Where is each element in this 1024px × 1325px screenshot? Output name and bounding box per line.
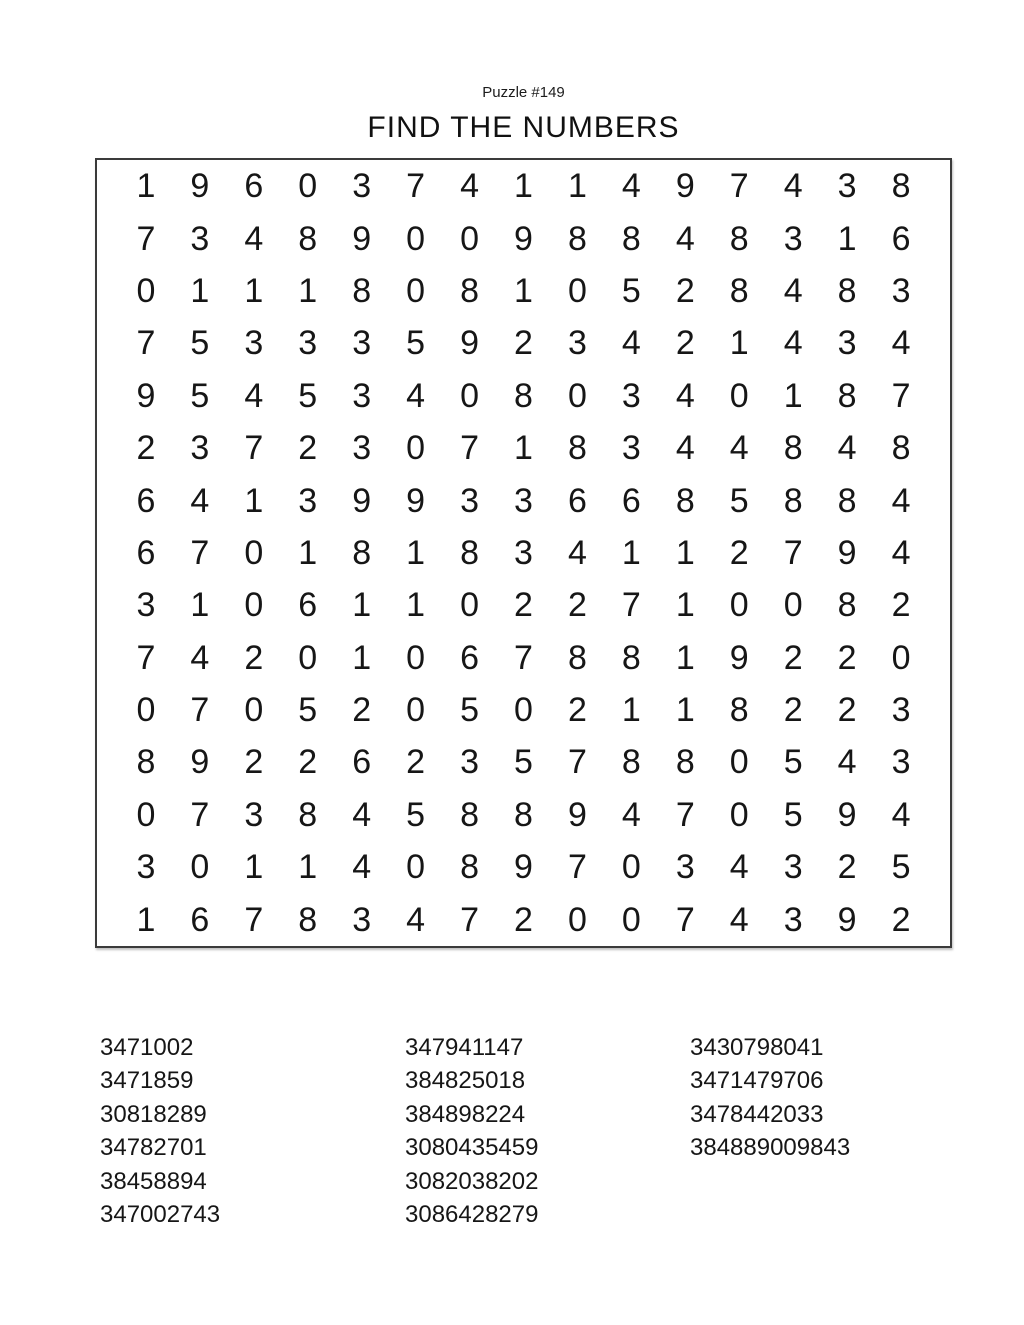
- grid-cell: 0: [460, 586, 480, 625]
- grid-cell: 4: [891, 324, 911, 363]
- grid-cell: 3: [352, 167, 372, 206]
- grid-cell: 1: [190, 586, 210, 625]
- number-list-column: [405, 1031, 538, 1231]
- grid-cell: 2: [891, 586, 911, 625]
- grid-cell: 3: [621, 429, 641, 468]
- grid-cell: 0: [406, 271, 426, 310]
- grid-cell: 1: [352, 638, 372, 677]
- grid-cell: 3: [675, 848, 695, 887]
- grid-cell: 3: [783, 900, 803, 939]
- list-number: 3471859: [100, 1067, 194, 1095]
- list-number: 347002743: [100, 1201, 221, 1229]
- grid-cell: 0: [783, 586, 803, 625]
- grid-cell: 2: [837, 691, 857, 730]
- grid-cell: 8: [837, 481, 857, 520]
- grid-cell: 0: [136, 271, 156, 310]
- grid-cell: 3: [891, 743, 911, 782]
- grid-cell: 3: [136, 586, 156, 625]
- puzzle-number: Puzzle #149: [482, 84, 565, 101]
- list-number: 3086428279: [405, 1201, 539, 1229]
- list-number: 384889009843: [690, 1134, 851, 1162]
- grid-cell: 1: [675, 586, 695, 625]
- grid-cell: 1: [136, 167, 156, 206]
- grid-cell: 0: [406, 219, 426, 258]
- grid-cell: 4: [621, 795, 641, 834]
- grid-cell: 0: [514, 691, 533, 730]
- grid-cell: 3: [298, 324, 318, 363]
- list-number: 384825018: [405, 1067, 526, 1095]
- grid-cell: 4: [837, 429, 857, 468]
- grid-cell: 4: [190, 481, 210, 520]
- grid-cell: 1: [514, 429, 533, 468]
- grid-cell: 4: [406, 376, 426, 415]
- grid-cell: 3: [244, 795, 264, 834]
- list-number: 384898224: [405, 1100, 526, 1128]
- grid-cell: 8: [891, 429, 911, 468]
- grid-cell: 8: [675, 743, 695, 782]
- grid-cell: 1: [298, 271, 318, 310]
- grid-cell: 1: [567, 167, 587, 206]
- grid-cell: 9: [567, 795, 587, 834]
- grid-cell: 4: [891, 795, 911, 834]
- grid-cell: 0: [406, 429, 426, 468]
- grid-cell: 8: [352, 271, 372, 310]
- grid-cell: 5: [621, 271, 641, 310]
- grid-cell: 8: [729, 271, 749, 310]
- grid-cell: 2: [352, 691, 372, 730]
- grid-cell: 3: [136, 848, 156, 887]
- grid-cell: 2: [514, 324, 533, 363]
- grid-cell: 0: [244, 586, 264, 625]
- grid-cell: 8: [460, 795, 480, 834]
- grid-cell: 4: [567, 533, 587, 572]
- grid-cell: 9: [190, 743, 210, 782]
- grid-cell: 0: [621, 900, 641, 939]
- grid-cell: 8: [567, 429, 587, 468]
- grid-cell: 7: [567, 848, 587, 887]
- grid-cell: 3: [783, 219, 803, 258]
- grid-cell: 0: [567, 900, 587, 939]
- grid-cell: 0: [621, 848, 641, 887]
- grid-cell: 2: [675, 271, 695, 310]
- grid-cell: 0: [244, 691, 264, 730]
- grid-cell: 2: [298, 429, 318, 468]
- grid-cell: 0: [136, 691, 156, 730]
- grid-cell: 1: [514, 167, 533, 206]
- list-number: 3471479706: [690, 1067, 824, 1095]
- grid-cell: 2: [514, 900, 533, 939]
- grid-cell: 3: [352, 324, 372, 363]
- grid-cell: 8: [729, 219, 749, 258]
- grid-cell: 0: [567, 376, 587, 415]
- grid-cell: 8: [136, 743, 156, 782]
- grid-cell: 2: [514, 586, 533, 625]
- grid-cell: 3: [460, 743, 480, 782]
- grid-cell: 3: [190, 219, 210, 258]
- grid-cell: 7: [460, 429, 480, 468]
- grid-cell: 1: [244, 848, 264, 887]
- grid-cell: 5: [891, 848, 911, 887]
- grid-cell: 7: [190, 795, 210, 834]
- grid-cell: 2: [783, 638, 803, 677]
- grid-cell: 5: [783, 795, 803, 834]
- list-number: 3082038202: [405, 1167, 539, 1195]
- grid-cell: 8: [352, 533, 372, 572]
- grid-cell: 6: [891, 219, 911, 258]
- grid-cell: 3: [244, 324, 264, 363]
- grid-cell: 4: [621, 324, 641, 363]
- grid-cell: 7: [136, 324, 156, 363]
- grid-cell: 4: [190, 638, 210, 677]
- grid-cell: 0: [406, 638, 426, 677]
- grid-cell: 8: [837, 271, 857, 310]
- grid-cell: 1: [621, 691, 641, 730]
- grid-cell: 5: [783, 743, 803, 782]
- grid-cell: 3: [460, 481, 480, 520]
- grid-cell: 0: [460, 219, 480, 258]
- grid-cell: 6: [190, 900, 210, 939]
- grid-cell: 1: [675, 638, 695, 677]
- grid-cell: 2: [244, 743, 264, 782]
- grid-cell: 4: [460, 167, 480, 206]
- grid-cell: 4: [729, 429, 749, 468]
- grid-cell: 9: [352, 481, 372, 520]
- grid-cell: 7: [190, 533, 210, 572]
- grid-cell: 3: [352, 900, 372, 939]
- grid-cell: 1: [406, 533, 426, 572]
- grid-cell: 1: [406, 586, 426, 625]
- grid-cell: 7: [514, 638, 533, 677]
- page-title: FIND THE NUMBERS: [367, 111, 680, 144]
- grid-cell: 8: [298, 219, 318, 258]
- grid-cell: 3: [837, 324, 857, 363]
- grid-cell: 9: [514, 848, 533, 887]
- grid-cell: 6: [136, 533, 156, 572]
- grid-cell: 8: [837, 586, 857, 625]
- grid-cell: 2: [729, 533, 749, 572]
- grid-cell: 0: [190, 848, 210, 887]
- grid-cell: 3: [891, 271, 911, 310]
- grid-cell: 7: [244, 429, 264, 468]
- grid-cell: 7: [675, 795, 695, 834]
- grid-cell: 4: [783, 167, 803, 206]
- grid-cell: 9: [352, 219, 372, 258]
- grid-cell: 4: [675, 376, 695, 415]
- grid-cell: 2: [136, 429, 156, 468]
- grid-cell: 7: [783, 533, 803, 572]
- grid-cell: 4: [244, 219, 264, 258]
- grid-cell: 1: [837, 219, 857, 258]
- list-number: 3478442033: [690, 1100, 824, 1128]
- grid-cell: 1: [190, 271, 210, 310]
- grid-cell: 0: [567, 271, 587, 310]
- grid-cell: 7: [406, 167, 426, 206]
- grid-cell: 6: [460, 638, 480, 677]
- grid-cell: 4: [675, 219, 695, 258]
- grid-cell: 1: [298, 848, 318, 887]
- grid-cell: 1: [136, 900, 156, 939]
- grid-cell: 7: [190, 691, 210, 730]
- grid-cell: 3: [352, 376, 372, 415]
- grid-cell: 5: [190, 324, 210, 363]
- grid-cell: 7: [891, 376, 911, 415]
- grid-cell: 9: [837, 795, 857, 834]
- grid-cell: 2: [675, 324, 695, 363]
- grid-cell: 2: [567, 691, 587, 730]
- grid-cell: 8: [891, 167, 911, 206]
- grid-cell: 7: [244, 900, 264, 939]
- grid-cell: 5: [406, 324, 426, 363]
- grid-cell: 5: [298, 376, 318, 415]
- grid-cell: 7: [621, 586, 641, 625]
- grid-cell: 2: [244, 638, 264, 677]
- grid-cell: 1: [244, 481, 264, 520]
- list-number: 30818289: [100, 1100, 207, 1128]
- grid-cell: 3: [352, 429, 372, 468]
- grid-cell: 0: [136, 795, 156, 834]
- grid-cell: 0: [891, 638, 911, 677]
- grid-cell: 6: [136, 481, 156, 520]
- grid-cell: 9: [675, 167, 695, 206]
- grid-cell: 8: [567, 219, 587, 258]
- grid-cell: 3: [621, 376, 641, 415]
- grid-cell: 8: [675, 481, 695, 520]
- grid-cell: 7: [136, 219, 156, 258]
- grid-cell: 8: [567, 638, 587, 677]
- grid-cell: 9: [190, 167, 210, 206]
- grid-cell: 1: [621, 533, 641, 572]
- grid-cell: 0: [460, 376, 480, 415]
- grid-cell: 3: [190, 429, 210, 468]
- grid-cell: 2: [837, 848, 857, 887]
- grid-cell: 8: [783, 429, 803, 468]
- grid-cell: 0: [244, 533, 264, 572]
- grid-cell: 4: [891, 533, 911, 572]
- grid-cell: 9: [136, 376, 156, 415]
- grid-cell: 2: [891, 900, 911, 939]
- grid-cell: 4: [675, 429, 695, 468]
- grid-cell: 2: [406, 743, 426, 782]
- grid-cell: 2: [783, 691, 803, 730]
- grid-cell: 2: [298, 743, 318, 782]
- grid-cell: 1: [244, 271, 264, 310]
- grid-cell: 6: [298, 586, 318, 625]
- grid-cell: 6: [352, 743, 372, 782]
- list-number: 347941147: [405, 1034, 524, 1061]
- grid-cell: 3: [837, 167, 857, 206]
- grid-cell: 6: [244, 167, 264, 206]
- grid-cell: 9: [406, 481, 426, 520]
- grid-cell: 7: [729, 167, 749, 206]
- grid-cell: 4: [837, 743, 857, 782]
- grid-cell: 3: [514, 533, 533, 572]
- grid-cell: 4: [783, 271, 803, 310]
- grid-cell: 9: [460, 324, 480, 363]
- grid-cell: 3: [891, 691, 911, 730]
- grid-cell: 0: [729, 376, 749, 415]
- grid-cell: 0: [298, 638, 318, 677]
- grid-cell: 8: [298, 795, 318, 834]
- grid-cell: 7: [567, 743, 587, 782]
- list-number: 3471002: [100, 1034, 194, 1061]
- grid-cell: 3: [567, 324, 587, 363]
- grid-cell: 9: [729, 638, 749, 677]
- grid-cell: 0: [729, 586, 749, 625]
- grid-cell: 4: [729, 900, 749, 939]
- grid-cell: 4: [729, 848, 749, 887]
- grid-cell: 3: [783, 848, 803, 887]
- number-list: [0, 1031, 1024, 1251]
- list-number: 3430798041: [690, 1034, 824, 1061]
- grid-cell: 4: [352, 848, 372, 887]
- grid-cell: 5: [514, 743, 533, 782]
- grid-cell: 7: [460, 900, 480, 939]
- grid-cell: 5: [190, 376, 210, 415]
- grid-cell: 8: [298, 900, 318, 939]
- grid-cell: 8: [460, 848, 480, 887]
- grid-cell: 8: [837, 376, 857, 415]
- grid-cell: 0: [298, 167, 318, 206]
- number-list-column: [690, 1031, 850, 1165]
- grid-cell: 0: [729, 795, 749, 834]
- list-number: 38458894: [100, 1167, 207, 1195]
- grid-cell: 1: [783, 376, 803, 415]
- grid-cell: 8: [729, 691, 749, 730]
- grid-cell: 2: [567, 586, 587, 625]
- grid-cell: 8: [514, 376, 533, 415]
- grid-cell: 1: [514, 271, 533, 310]
- grid-cell: 1: [352, 586, 372, 625]
- grid-cell: 8: [621, 219, 641, 258]
- number-list-column: [100, 1031, 220, 1231]
- grid-cell: 8: [514, 795, 533, 834]
- grid-cell: 1: [298, 533, 318, 572]
- grid-cell: 7: [136, 638, 156, 677]
- grid-cell: 4: [244, 376, 264, 415]
- grid-cell: 4: [891, 481, 911, 520]
- grid-cell: 1: [675, 533, 695, 572]
- list-number: 3080435459: [405, 1134, 539, 1162]
- grid-cell: 0: [406, 848, 426, 887]
- grid-cell: 4: [352, 795, 372, 834]
- grid-cell: 8: [621, 638, 641, 677]
- grid-cell: 0: [406, 691, 426, 730]
- number-grid: [95, 158, 952, 948]
- list-number: 34782701: [100, 1134, 207, 1162]
- grid-cell: 2: [837, 638, 857, 677]
- grid-cell: 6: [567, 481, 587, 520]
- grid-cell: 5: [729, 481, 749, 520]
- grid-cell: 8: [460, 271, 480, 310]
- grid-cell: 4: [406, 900, 426, 939]
- grid-cell: 3: [298, 481, 318, 520]
- grid-cell: 1: [675, 691, 695, 730]
- grid-cell: 9: [514, 219, 533, 258]
- grid-cell: 3: [514, 481, 533, 520]
- grid-cell: 5: [298, 691, 318, 730]
- grid-cell: 4: [621, 167, 641, 206]
- grid-cell: 8: [621, 743, 641, 782]
- grid-cell: 7: [675, 900, 695, 939]
- grid-cell: 9: [837, 900, 857, 939]
- grid-cell: 5: [460, 691, 480, 730]
- grid-cell: 4: [783, 324, 803, 363]
- grid-cell: 6: [621, 481, 641, 520]
- grid-cell: 0: [729, 743, 749, 782]
- grid-cell: 1: [729, 324, 749, 363]
- grid-cell: 9: [837, 533, 857, 572]
- grid-cell: 5: [406, 795, 426, 834]
- grid-cell: 8: [783, 481, 803, 520]
- grid-cell: 8: [460, 533, 480, 572]
